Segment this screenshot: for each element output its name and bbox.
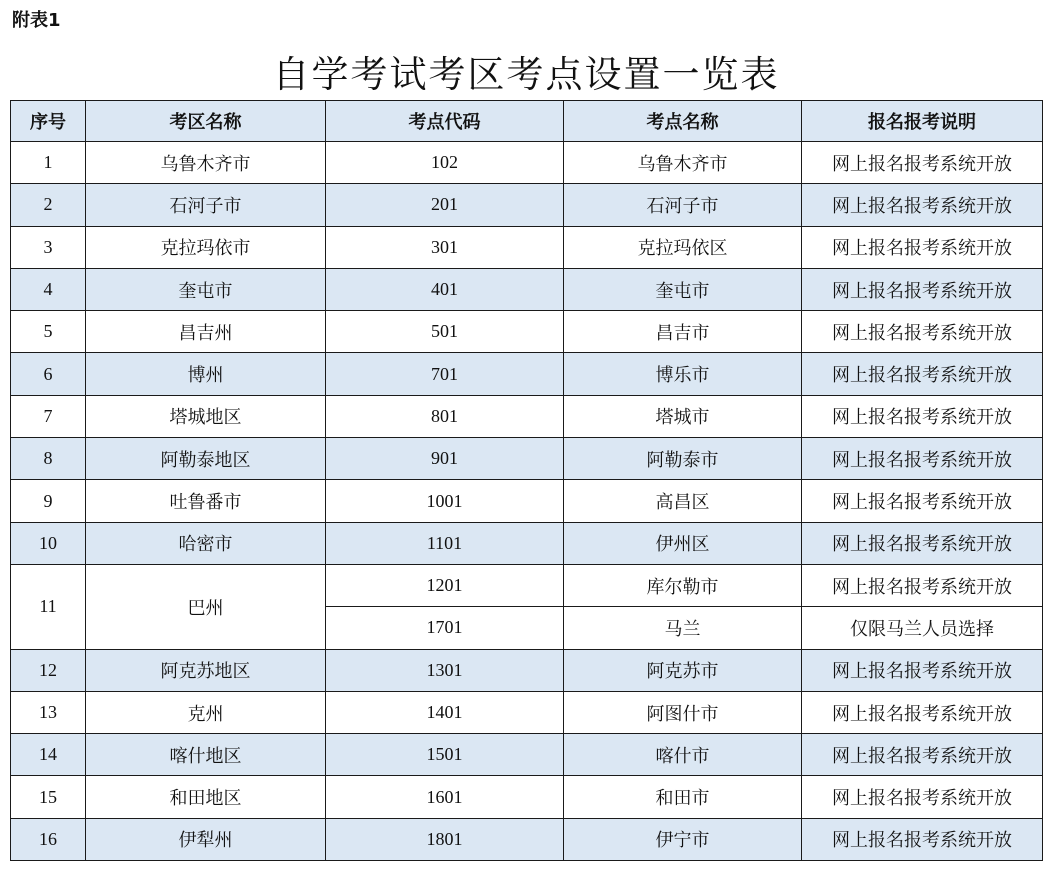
site-code: 1101 xyxy=(326,522,564,564)
registration-note: 网上报名报考系统开放 xyxy=(802,776,1043,818)
table-row xyxy=(11,734,1043,776)
site-code: 401 xyxy=(326,268,564,310)
registration-note: 网上报名报考系统开放 xyxy=(802,734,1043,776)
site-code: 201 xyxy=(326,184,564,226)
row-number: 11 xyxy=(11,564,86,649)
site-name: 阿克苏市 xyxy=(564,649,802,691)
registration-note: 网上报名报考系统开放 xyxy=(802,353,1043,395)
registration-note: 网上报名报考系统开放 xyxy=(802,522,1043,564)
column-header-note: 报名报考说明 xyxy=(802,101,1043,142)
registration-note: 网上报名报考系统开放 xyxy=(802,142,1043,184)
region-name: 阿克苏地区 xyxy=(86,649,326,691)
site-code: 301 xyxy=(326,226,564,268)
column-header-no: 序号 xyxy=(11,101,86,142)
site-code: 1801 xyxy=(326,818,564,860)
site-name: 库尔勒市 xyxy=(564,564,802,606)
registration-note: 网上报名报考系统开放 xyxy=(802,649,1043,691)
table-row xyxy=(11,268,1043,310)
site-name: 克拉玛依区 xyxy=(564,226,802,268)
row-number: 10 xyxy=(11,522,86,564)
site-code: 1201 xyxy=(326,564,564,606)
region-name: 塔城地区 xyxy=(86,395,326,437)
site-name: 塔城市 xyxy=(564,395,802,437)
table-row xyxy=(11,353,1043,395)
region-name: 伊犁州 xyxy=(86,818,326,860)
row-number: 16 xyxy=(11,818,86,860)
column-header-region: 考区名称 xyxy=(86,101,326,142)
site-code: 701 xyxy=(326,353,564,395)
table-body xyxy=(11,142,1043,861)
table-row xyxy=(11,564,1043,606)
site-code: 102 xyxy=(326,142,564,184)
site-name: 昌吉市 xyxy=(564,311,802,353)
table-row xyxy=(11,776,1043,818)
site-code: 1601 xyxy=(326,776,564,818)
table-row xyxy=(11,691,1043,733)
region-name: 乌鲁木齐市 xyxy=(86,142,326,184)
region-name: 博州 xyxy=(86,353,326,395)
registration-note: 网上报名报考系统开放 xyxy=(802,438,1043,480)
appendix-label: 附表1 xyxy=(12,10,61,31)
row-number: 12 xyxy=(11,649,86,691)
site-name: 伊宁市 xyxy=(564,818,802,860)
table-row xyxy=(11,184,1043,226)
site-name: 石河子市 xyxy=(564,184,802,226)
region-name: 克州 xyxy=(86,691,326,733)
exam-site-table xyxy=(10,100,1043,861)
site-name: 阿勒泰市 xyxy=(564,438,802,480)
row-number: 13 xyxy=(11,691,86,733)
registration-note: 网上报名报考系统开放 xyxy=(802,480,1043,522)
site-code: 1301 xyxy=(326,649,564,691)
site-name: 乌鲁木齐市 xyxy=(564,142,802,184)
table-row xyxy=(11,395,1043,437)
row-number: 14 xyxy=(11,734,86,776)
column-header-site: 考点名称 xyxy=(564,101,802,142)
row-number: 2 xyxy=(11,184,86,226)
registration-note: 网上报名报考系统开放 xyxy=(802,226,1043,268)
registration-note: 网上报名报考系统开放 xyxy=(802,818,1043,860)
row-number: 5 xyxy=(11,311,86,353)
table-header xyxy=(11,101,1043,142)
region-name: 石河子市 xyxy=(86,184,326,226)
table-row xyxy=(11,649,1043,691)
registration-note: 网上报名报考系统开放 xyxy=(802,311,1043,353)
region-name: 和田地区 xyxy=(86,776,326,818)
row-number: 8 xyxy=(11,438,86,480)
site-name: 高昌区 xyxy=(564,480,802,522)
row-number: 15 xyxy=(11,776,86,818)
site-code: 1401 xyxy=(326,691,564,733)
registration-note: 网上报名报考系统开放 xyxy=(802,184,1043,226)
row-number: 9 xyxy=(11,480,86,522)
site-code: 901 xyxy=(326,438,564,480)
site-name: 马兰 xyxy=(564,607,802,649)
table-row xyxy=(11,438,1043,480)
row-number: 4 xyxy=(11,268,86,310)
site-name: 奎屯市 xyxy=(564,268,802,310)
row-number: 3 xyxy=(11,226,86,268)
region-name: 哈密市 xyxy=(86,522,326,564)
site-name: 博乐市 xyxy=(564,353,802,395)
table-row xyxy=(11,311,1043,353)
site-name: 伊州区 xyxy=(564,522,802,564)
site-name: 喀什市 xyxy=(564,734,802,776)
site-code: 1001 xyxy=(326,480,564,522)
region-name: 昌吉州 xyxy=(86,311,326,353)
region-name: 吐鲁番市 xyxy=(86,480,326,522)
region-name: 喀什地区 xyxy=(86,734,326,776)
registration-note: 网上报名报考系统开放 xyxy=(802,268,1043,310)
table-row xyxy=(11,226,1043,268)
site-code: 1501 xyxy=(326,734,564,776)
site-code: 501 xyxy=(326,311,564,353)
site-name: 阿图什市 xyxy=(564,691,802,733)
registration-note: 仅限马兰人员选择 xyxy=(802,607,1043,649)
row-number: 7 xyxy=(11,395,86,437)
header-row xyxy=(11,101,1043,142)
region-name: 奎屯市 xyxy=(86,268,326,310)
table-row xyxy=(11,522,1043,564)
registration-note: 网上报名报考系统开放 xyxy=(802,564,1043,606)
table-row xyxy=(11,480,1043,522)
region-name: 克拉玛依市 xyxy=(86,226,326,268)
region-name: 巴州 xyxy=(86,564,326,649)
row-number: 6 xyxy=(11,353,86,395)
site-code: 801 xyxy=(326,395,564,437)
site-code: 1701 xyxy=(326,607,564,649)
page-title: 自学考试考区考点设置一览表 xyxy=(272,53,780,96)
registration-note: 网上报名报考系统开放 xyxy=(802,691,1043,733)
table-row xyxy=(11,142,1043,184)
column-header-code: 考点代码 xyxy=(326,101,564,142)
site-name: 和田市 xyxy=(564,776,802,818)
table-row xyxy=(11,818,1043,860)
registration-note: 网上报名报考系统开放 xyxy=(802,395,1043,437)
row-number: 1 xyxy=(11,142,86,184)
region-name: 阿勒泰地区 xyxy=(86,438,326,480)
